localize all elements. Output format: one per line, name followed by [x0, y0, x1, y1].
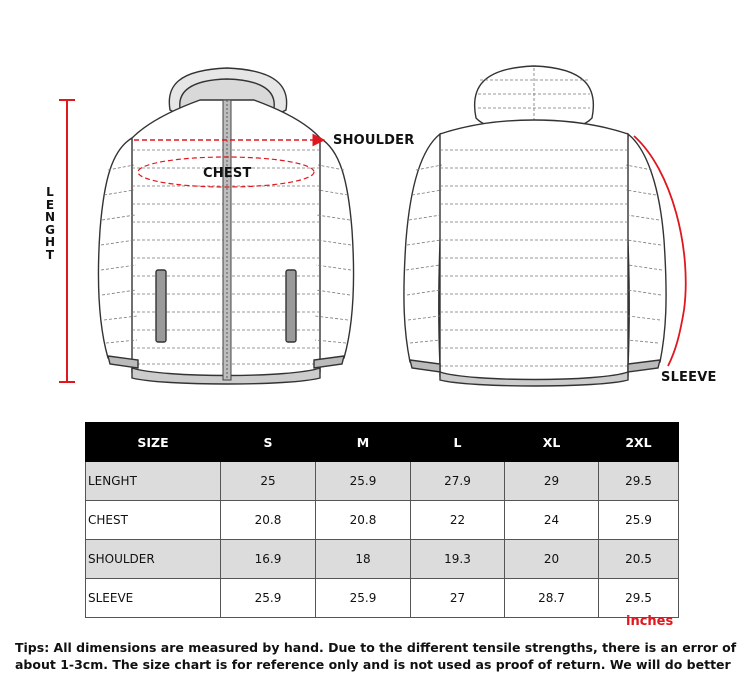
table-cell: 25.9 — [316, 579, 411, 618]
column-header: XL — [505, 423, 599, 462]
row-label: SHOULDER — [86, 540, 221, 579]
back-jacket — [404, 66, 666, 386]
table-cell: 25 — [221, 462, 316, 501]
table-cell: 20.8 — [221, 501, 316, 540]
table-cell: 19.3 — [411, 540, 505, 579]
column-header: S — [221, 423, 316, 462]
table-cell: 20 — [505, 540, 599, 579]
table-row — [86, 501, 679, 540]
table-cell: 28.7 — [505, 579, 599, 618]
size-chart-table — [85, 422, 679, 618]
table-cell: 20.5 — [599, 540, 679, 579]
table-cell: 20.8 — [316, 501, 411, 540]
table-cell: 22 — [411, 501, 505, 540]
table-cell: 27.9 — [411, 462, 505, 501]
unit-label: inches — [626, 614, 674, 629]
table-cell: 25.9 — [599, 501, 679, 540]
row-label: LENGHT — [86, 462, 221, 501]
table-row — [86, 540, 679, 579]
table-cell: 25.9 — [316, 462, 411, 501]
table-cell: 16.9 — [221, 540, 316, 579]
table-cell: 29.5 — [599, 462, 679, 501]
row-label: CHEST — [86, 501, 221, 540]
length-label-vertical: LENGHT — [44, 185, 56, 262]
column-header: SIZE — [86, 423, 221, 462]
front-jacket — [98, 68, 353, 384]
table-cell: 24 — [505, 501, 599, 540]
column-header: M — [316, 423, 411, 462]
sleeve-label: SLEEVE — [661, 370, 717, 385]
table-row — [86, 579, 679, 618]
table-cell: 18 — [316, 540, 411, 579]
table-cell: 29 — [505, 462, 599, 501]
table-cell: 27 — [411, 579, 505, 618]
shoulder-label: SHOULDER — [333, 133, 415, 148]
chest-label: CHEST — [203, 166, 252, 181]
tips-text: Tips: All dimensions are measured by hand. Due to the different tensile strengths, there is an error of about 1-3cm. The size chart is for reference only and is not used as proof of return. We will do better — [15, 640, 737, 672]
table-cell: 25.9 — [221, 579, 316, 618]
column-header: 2XL — [599, 423, 679, 462]
column-header: L — [411, 423, 505, 462]
table-header-row — [86, 423, 679, 462]
row-label: SLEEVE — [86, 579, 221, 618]
table-row — [86, 462, 679, 501]
table-cell: 29.5 — [599, 579, 679, 618]
